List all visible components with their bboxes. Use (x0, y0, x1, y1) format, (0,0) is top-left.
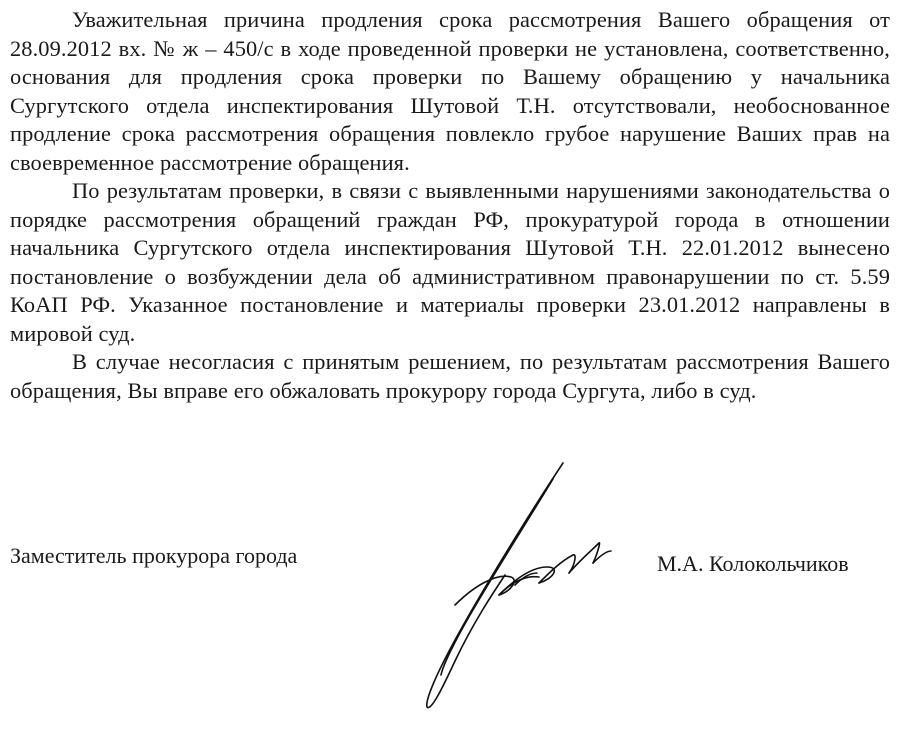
paragraph-appeal-rights: В случае несогласия с принятым решением, по результатам рассмотрения Вашего обращения, Вы вправе его обжаловать прокурору города Сургута, либо в суд. (10, 349, 890, 403)
paragraph-inspection-results: По результатам проверки, в связи с выявленными нарушениями законодательства о порядке рассмотрения обращений граждан РФ, прокуратурой города в отношении начальника Сургутского отдела инспектирования Шутовой Т.Н. 22.01.2012 вынесено постановление о возбуждении дела об административном правонарушении по ст. 5.59 КоАП РФ. Указанное постановление и материалы проверки 23.01.2012 направлены в мировой суд. (10, 178, 890, 346)
signer-title: Заместитель прокурора города (10, 543, 298, 568)
handwritten-signature (415, 455, 615, 717)
paragraph-extension-reason: Уважительная причина продления срока рассмотрения Вашего обращения от 28.09.2012 вх. № ж – 450/с в ходе проведенной проверки не установлена, соответственно, основания для продления срока проверки по Вашему обращению у начальника Сургутского отдела инспектирования Шутовой Т.Н. отсутствовали, необоснованное продление срока рассмотрения обращения повлекло грубое нарушение Ваших прав на своевременное рассмотрение обращения. (10, 7, 890, 175)
signer-name: М.А. Колокольчиков (657, 551, 849, 576)
